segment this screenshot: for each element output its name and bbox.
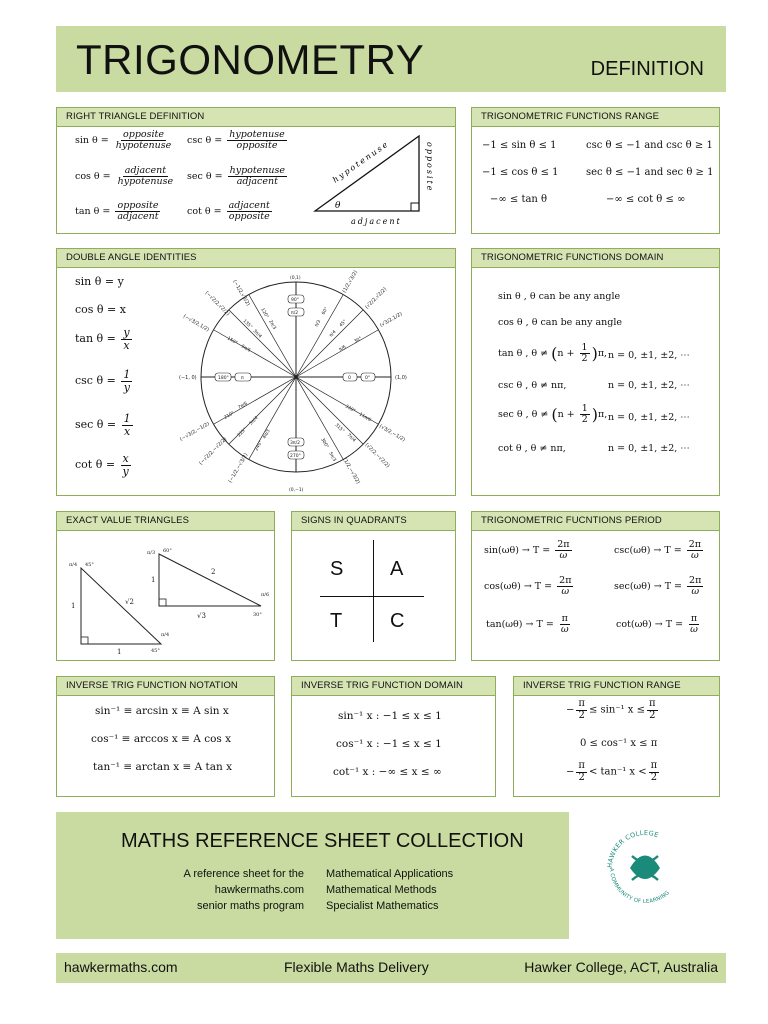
num: opposite — [123, 129, 165, 140]
cos-label: cos θ = — [75, 170, 111, 182]
period-sin-label: sin(ωθ) → T = — [484, 544, 551, 556]
domain-tan: tan θ , θ ≠ (n + $\frac{1}{2}$ )π, — [498, 342, 608, 364]
uc-bot1: 3π/2 — [290, 441, 300, 446]
quadrant-h-axis — [320, 596, 424, 597]
t1-side: 1 — [71, 602, 76, 610]
uc-zero-deg: 0° — [365, 376, 371, 381]
num: π — [578, 698, 585, 709]
domain-cot-n-values: n = 0, ±1, ±2, ⋯ — [608, 443, 690, 454]
t1-45a: 45° — [85, 562, 94, 568]
inv-notation-cos: cos⁻¹ ≡ arccos x ≡ A cos x — [91, 733, 232, 745]
panel-header: INVERSE TRIG FUNCTION NOTATION — [57, 677, 274, 696]
domain-tan-n-values: n = 0, ±1, ±2, ⋯ — [608, 350, 690, 361]
den: 2 — [578, 709, 585, 721]
uc-a120: 120° — [259, 307, 270, 320]
logo-bottom-text: A COMMUNITY OF LEARNING — [607, 867, 671, 906]
panel-header: DOUBLE ANGLE IDENTITIES — [57, 249, 455, 268]
inv-domain-cos: cos⁻¹ x : −1 ≤ x ≤ 1 — [336, 738, 442, 750]
uc-deg180: 180° — [218, 376, 229, 381]
uc-right: (1,0) — [395, 375, 407, 381]
range-r1-right: csc θ ≤ −1 and csc θ ≥ 1 — [586, 140, 713, 151]
den: adjacent — [117, 210, 159, 222]
uc-r330: 11π/6 — [358, 412, 372, 424]
num: 2π — [559, 575, 572, 586]
da-sin: sin θ = y — [75, 275, 124, 288]
right-triangle-panel — [56, 107, 456, 234]
uc-a60: 60° — [321, 306, 330, 316]
t2-hyp: 2 — [211, 568, 216, 576]
uc-r210: 7π/6 — [237, 401, 249, 411]
uc-r225: 5π/4 — [248, 415, 260, 427]
period-cos-label: cos(ωθ) → T = — [484, 580, 553, 592]
domain-tan-label: tan θ , θ ≠ — [498, 347, 549, 359]
domain-sec: sec θ , θ ≠ (n + $\frac{1}{2}$ )π, — [498, 403, 608, 425]
uc-left: (−1, 0) — [179, 375, 197, 381]
uc-a30: 30° — [353, 336, 363, 345]
double-angle-panel — [56, 248, 456, 496]
cot-def — [187, 201, 274, 222]
den: 2 — [649, 709, 656, 721]
uc-a135: 135° — [241, 318, 253, 331]
uc-a330: 330° — [344, 404, 356, 415]
uc-q4b: (√2/2,−√2/2) — [363, 442, 391, 470]
period-cot — [616, 614, 702, 635]
inv-notation-tan: tan⁻¹ ≡ arctan x ≡ A tan x — [93, 761, 233, 773]
panel-header: TRIGONOMETRIC FUNCTIONS DOMAIN — [472, 249, 719, 268]
uc-q2b: (−√2/2,√2/2) — [203, 290, 231, 318]
inv-range-tan-mid: < tan⁻¹ x < — [588, 766, 647, 778]
uc-top1: 90° — [291, 298, 299, 303]
period-sec — [614, 576, 705, 597]
minus-sign: − — [566, 766, 575, 778]
collection-left-2: hawkermaths.com — [214, 884, 304, 896]
t2-pi3: π/3 — [147, 550, 156, 556]
period-sin — [484, 540, 574, 561]
range-r2-left: −1 ≤ cos θ ≤ 1 — [482, 167, 559, 178]
domain-tan-pi: π, — [597, 347, 608, 359]
collection-title: MATHS REFERENCE SHEET COLLECTION — [121, 830, 524, 852]
panel-header: TRIGONOMETRIC FUCNTIONS PERIOD — [472, 512, 719, 531]
t2-60: 60° — [163, 548, 172, 554]
da-tan — [75, 327, 134, 351]
inv-domain-cot: cot⁻¹ x : −∞ ≤ x ≤ ∞ — [333, 766, 442, 778]
inv-range-tan — [566, 761, 661, 783]
uc-a210: 210° — [223, 410, 236, 421]
uc-r60: π/3 — [314, 319, 323, 328]
da-cos: cos θ = x — [75, 303, 126, 316]
num: x — [122, 452, 129, 465]
logo-top-text: HAWKER COLLEGE — [605, 828, 660, 869]
num: y — [123, 326, 130, 339]
den: ω — [559, 549, 568, 561]
panel-header: TRIGONOMETRIC FUNCTIONS RANGE — [472, 108, 719, 127]
num: π — [561, 613, 568, 624]
num: 1 — [581, 403, 588, 414]
footer-bar — [56, 953, 726, 983]
num: π — [648, 698, 656, 709]
csc-label: csc θ = — [187, 134, 223, 146]
uc-a300: 300° — [319, 437, 330, 450]
inverse-domain-panel — [291, 676, 496, 797]
uc-q1c: (√3/2,1/2) — [379, 311, 404, 329]
uc-r150: 5π/6 — [240, 344, 252, 354]
quadrant-s: S — [330, 558, 344, 580]
domain-tan-n: n + — [557, 347, 578, 359]
uc-q1a: (1/2,√3/2) — [341, 269, 360, 294]
den: ω — [690, 623, 698, 635]
t1-pi4-top: π/4 — [69, 562, 78, 568]
page-subtitle: DEFINITION — [590, 58, 704, 80]
inverse-range-panel — [513, 676, 720, 797]
den: 2 — [578, 771, 585, 783]
collection-right-1: Mathematical Applications — [326, 868, 454, 880]
inv-range-sin — [566, 699, 660, 721]
num: hypotenuse — [229, 129, 285, 140]
uc-bottom: (0,−1) — [289, 488, 304, 493]
da-sec-label: sec θ = — [75, 418, 117, 432]
exact-triangles-diagram — [57, 530, 275, 660]
page-title: TRIGONOMETRY — [76, 36, 425, 83]
uc-q1b: (√2/2,√2/2) — [364, 286, 389, 311]
panel-header: RIGHT TRIANGLE DEFINITION — [57, 108, 455, 127]
quadrant-t: T — [330, 610, 343, 632]
t2-base: √3 — [197, 612, 206, 620]
den: y — [123, 380, 130, 394]
tan-def — [75, 201, 163, 222]
range-panel — [471, 107, 720, 234]
period-tan — [486, 614, 573, 635]
uc-q2c: (−√3/2,1/2) — [182, 313, 211, 334]
uc-r315: 7π/4 — [345, 432, 357, 444]
domain-csc: csc θ , θ ≠ nπ, — [498, 380, 567, 391]
den: hypotenuse — [115, 139, 172, 151]
signs-panel — [291, 511, 456, 661]
exact-triangles-panel — [56, 511, 275, 661]
t2-side: 1 — [151, 576, 156, 584]
period-csc — [614, 540, 705, 561]
t1-pi4: π/4 — [161, 632, 170, 638]
panel-header: EXACT VALUE TRIANGLES — [57, 512, 274, 531]
opposite-label: opposite — [425, 142, 434, 193]
footer-tagline: Flexible Maths Delivery — [284, 959, 429, 975]
num: 1 — [123, 412, 131, 425]
num: 1 — [581, 342, 588, 353]
domain-sec-n-values: n = 0, ±1, ±2, ⋯ — [608, 412, 690, 423]
da-cot-label: cot θ = — [75, 458, 116, 472]
theta-label: θ — [335, 201, 341, 211]
csc-def — [187, 130, 289, 151]
collection-right-3: Specialist Mathematics — [326, 900, 439, 912]
num: π — [650, 760, 658, 771]
domain-sec-label: sec θ , θ ≠ — [498, 408, 549, 420]
uc-zero: 0 — [348, 376, 351, 381]
da-cot — [75, 453, 133, 477]
panel-header: INVERSE TRIG FUNCTION DOMAIN — [292, 677, 495, 696]
period-cos — [484, 576, 575, 597]
den: ω — [561, 585, 570, 597]
uc-a150: 150° — [226, 336, 238, 347]
t2-pi6: π/6 — [261, 592, 270, 598]
period-csc-label: csc(ωθ) → T = — [614, 544, 682, 556]
quadrant-v-axis — [373, 540, 374, 642]
domain-sec-n: n + — [557, 408, 578, 420]
t1-base: 1 — [117, 648, 122, 656]
den: ω — [691, 585, 700, 597]
period-sec-label: sec(ωθ) → T = — [614, 580, 683, 592]
den: 2 — [650, 771, 658, 783]
uc-r120: 2π/3 — [267, 319, 277, 331]
sec-label: sec θ = — [187, 170, 223, 182]
domain-sin: sin θ , θ can be any angle — [498, 291, 621, 302]
inv-range-cos: 0 ≤ cos⁻¹ x ≤ π — [580, 738, 658, 749]
inv-range-sin-mid: ≤ sin⁻¹ x ≤ — [588, 704, 645, 716]
uc-r135: 3π/4 — [251, 328, 263, 340]
footer-location: Hawker College, ACT, Australia — [524, 959, 718, 975]
num: adjacent — [228, 200, 270, 211]
den: adjacent — [236, 175, 278, 187]
period-panel — [471, 511, 720, 661]
uc-q3a: (−√3/2,−1/2) — [179, 420, 211, 443]
period-cot-label: cot(ωθ) → T = — [616, 618, 684, 630]
panel-header: INVERSE TRIG FUNCTION RANGE — [514, 677, 719, 696]
right-triangle-diagram — [307, 128, 447, 228]
collection-right-2: Mathematical Methods — [326, 884, 437, 896]
cot-label: cot θ = — [187, 205, 222, 217]
den: 2 — [581, 413, 588, 425]
minus-sign: − — [566, 704, 575, 716]
num: opposite — [117, 200, 159, 211]
num: hypotenuse — [229, 165, 286, 176]
period-tan-label: tan(ωθ) → T = — [486, 618, 554, 630]
sec-def — [187, 166, 289, 187]
uc-top2: π/2 — [291, 311, 299, 316]
uc-a225: 225° — [236, 427, 249, 439]
unit-circle-diagram — [175, 269, 455, 495]
domain-cot: cot θ , θ ≠ nπ, — [498, 443, 566, 454]
hypotenuse-label: hypotenuse — [330, 139, 391, 185]
num: π — [578, 760, 585, 771]
cos-def — [75, 166, 177, 187]
inv-domain-sin: sin⁻¹ x : −1 ≤ x ≤ 1 — [338, 710, 442, 722]
uc-q3c: (−1/2,−√3/2) — [227, 452, 250, 484]
da-sec — [75, 413, 135, 437]
tan-label: tan θ = — [75, 205, 111, 217]
range-r1-left: −1 ≤ sin θ ≤ 1 — [482, 140, 557, 151]
footer-website-link[interactable]: hawkermaths.com — [64, 959, 178, 975]
den: opposite — [236, 139, 278, 151]
adjacent-label: adjacent — [351, 217, 402, 226]
inverse-notation-panel — [56, 676, 275, 797]
uc-r300: 5π/3 — [327, 451, 337, 463]
uc-a240: 240° — [254, 440, 265, 452]
t1-45b: 45° — [151, 648, 160, 654]
uc-a45: 45° — [338, 319, 349, 329]
t1-hyp: √2 — [125, 598, 134, 606]
num: 2π — [688, 539, 702, 550]
domain-csc-n-values: n = 0, ±1, ±2, ⋯ — [608, 380, 690, 391]
uc-r45: π/4 — [328, 329, 338, 339]
collection-left-3: senior maths program — [197, 900, 304, 912]
num: adjacent — [124, 165, 167, 176]
num: π — [690, 613, 698, 624]
collection-left-1: A reference sheet for the — [183, 868, 304, 880]
den: hypotenuse — [117, 175, 174, 187]
uc-q4a: (1/2,−√3/2) — [341, 457, 361, 486]
den: y — [122, 464, 129, 478]
den: ω — [560, 623, 569, 635]
sin-def — [75, 130, 175, 151]
inv-notation-sin: sin⁻¹ ≡ arcsin x ≡ A sin x — [95, 705, 229, 717]
da-csc — [75, 369, 134, 393]
den: ω — [691, 549, 699, 561]
uc-top: (0,1) — [290, 276, 301, 281]
uc-bot2: 270° — [290, 454, 301, 459]
sin-label: sin θ = — [75, 134, 109, 146]
uc-q2a: (−1/2,√3/2) — [231, 279, 251, 308]
range-r3-right: −∞ ≤ cot θ ≤ ∞ — [606, 194, 686, 205]
title-banner — [56, 26, 726, 92]
panel-header: SIGNS IN QUADRANTS — [292, 512, 455, 531]
den: 2 — [581, 352, 588, 364]
den: opposite — [228, 210, 270, 222]
num: 2π — [557, 539, 570, 550]
uc-q3b: (−√2/2,−√2/2) — [198, 436, 229, 467]
collection-banner — [56, 812, 569, 939]
uc-r240: 4π/3 — [262, 428, 272, 440]
quadrant-a: A — [390, 558, 404, 580]
uc-a315: 315° — [333, 422, 345, 435]
hawker-college-logo — [600, 818, 690, 918]
t2-30: 30° — [253, 612, 262, 618]
den: x — [123, 338, 130, 352]
range-r3-left: −∞ ≤ tan θ — [490, 194, 548, 205]
num: 2π — [689, 575, 702, 586]
da-tan-label: tan θ = — [75, 332, 116, 346]
domain-sec-pi: π, — [598, 408, 608, 420]
den: x — [124, 424, 131, 438]
uc-pi: π — [241, 376, 244, 381]
uc-q4c: (√3/2,−1/2) — [378, 423, 407, 444]
domain-cos: cos θ , θ can be any angle — [498, 317, 622, 328]
da-csc-label: csc θ = — [75, 374, 116, 388]
range-r2-right: sec θ ≤ −1 and sec θ ≥ 1 — [586, 167, 714, 178]
uc-r30: π/6 — [338, 344, 348, 353]
domain-panel — [471, 248, 720, 496]
quadrant-c: C — [390, 610, 405, 632]
num: 1 — [123, 368, 131, 381]
